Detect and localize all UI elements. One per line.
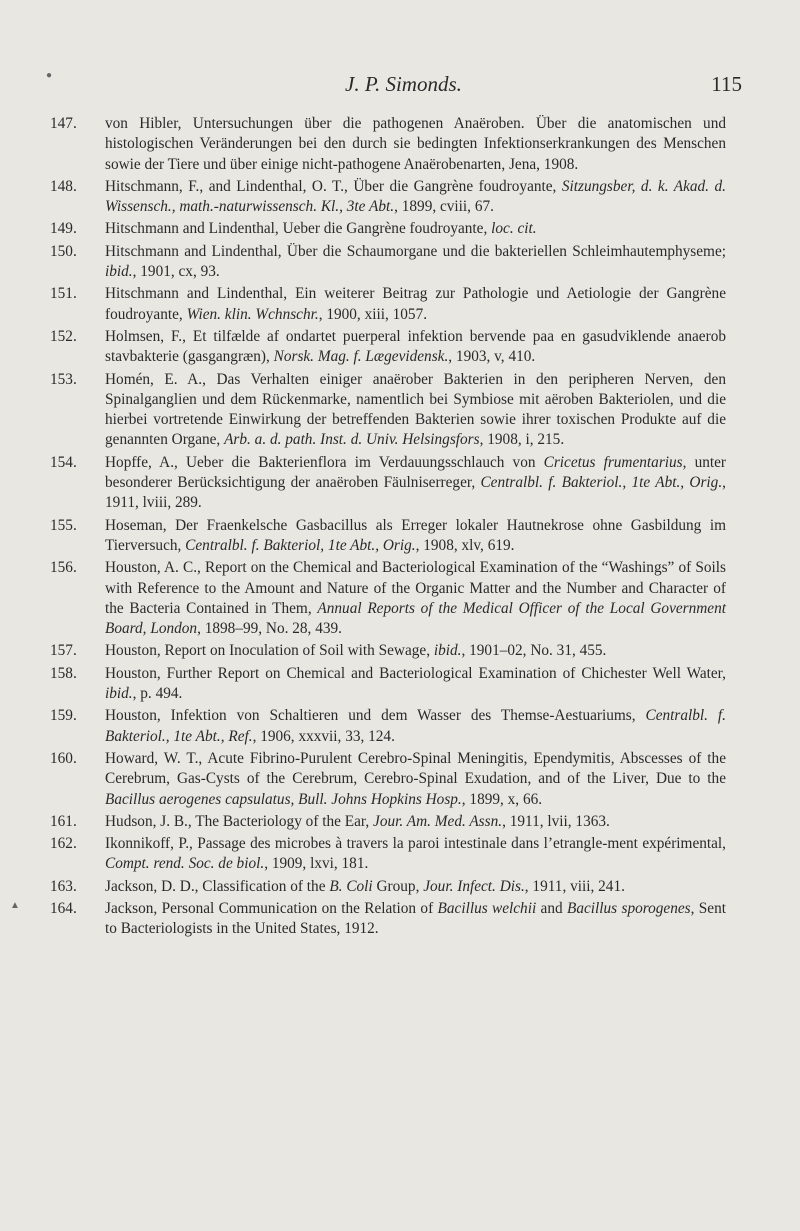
reference-text [105, 878, 625, 895]
reference-item [50, 114, 726, 175]
reference-italic-segment: ibid. [105, 685, 133, 703]
reference-number: 147. [50, 115, 77, 132]
reference-segment: Hitschmann and Lindenthal, Ein weiterer Beitrag zur Pathologie und Aetiologie der Gangrène foudroyante, [105, 285, 726, 323]
reference-number: 149. [50, 220, 77, 238]
running-title: J. P. Simonds. [345, 72, 462, 96]
reference-text [105, 642, 606, 659]
margin-caret: ▲ [10, 900, 20, 911]
reference-segment: , 1901, cx, 93. [132, 263, 220, 281]
reference-item [50, 834, 726, 875]
reference-italic-segment: Centralbl. f. Bakteriol., 1te Abt., Orig. [480, 474, 723, 492]
reference-italic-segment: Annual Reports of the Medical Officer of the Local Government Board, London [105, 599, 726, 638]
reference-italic-segment: Jour. Am. Med. Assn. [373, 812, 503, 830]
reference-number: 153. [50, 370, 77, 388]
reference-italic-segment: Bacillus aerogenes capsulatus, Bull. Johns Hopkins Hosp. [105, 790, 462, 808]
reference-italic-segment: Cricetus frumentarius [543, 453, 683, 471]
reference-segment: Hitschmann, F., and Lindenthal, O. T., Über die Gangrène foudroyante, [105, 177, 562, 195]
reference-segment: Homén, E. A., Das Verhalten einiger anaërober Bakterien in den peripheren Nerven, den Spinalganglien und dem Rückenmarke, namentlich bei Symbiose mit aëroben Bakteriolen, und die hierbei vortretende Einwirkung der betreffenden Bakterien sowie ihrer toxischen Produkte auf die genannten Organe, [105, 370, 726, 449]
reference-segment: Houston, Infektion von Schaltieren und dem Wasser des Themse-Aestuariums, [105, 707, 646, 725]
reference-text [105, 559, 726, 637]
reference-item [50, 706, 726, 747]
reference-item [50, 877, 726, 897]
reference-text [105, 517, 726, 554]
reference-segment: Howard, W. T., Acute Fibrino-Purulent Cerebro-Spinal Meningitis, Ependymitis, Abscesses of the Cerebrum, Gas-Cysts of the Cerebrum, Cerebro-Spinal Exudation, and of the Liver, Due to the [105, 749, 726, 788]
reference-segment: Houston, Report on Inoculation of Soil with Sewage, [105, 642, 434, 660]
reference-segment: Hoseman, Der Fraenkelsche Gasbacillus als Erreger lokaler Hautnekrose ohne Gasbildung im Tierversuch, [105, 516, 726, 554]
reference-segment: , 1909, lxvi, 181. [264, 855, 369, 873]
reference-segment: , 1900, xiii, 1057. [318, 305, 428, 323]
reference-segment: Jackson, Personal Communication on the Relation of [105, 899, 438, 917]
reference-italic-segment: Jour. Infect. Dis. [423, 877, 525, 895]
reference-text [105, 900, 726, 937]
reference-italic-segment: Compt. rend. Soc. de biol. [105, 855, 265, 873]
reference-item [50, 327, 726, 368]
reference-item [50, 370, 726, 451]
reference-text [105, 243, 726, 280]
reference-number: 150. [50, 242, 77, 260]
reference-segment: , 1899, cviii, 67. [394, 198, 494, 216]
reference-number: 160. [50, 749, 77, 767]
reference-number: 162. [50, 835, 77, 853]
reference-italic-segment: ibid. [105, 263, 133, 281]
reference-italic-segment: Centralbl. f. Bakteriol, 1te Abt., Orig. [185, 536, 416, 554]
reference-item [50, 242, 726, 283]
reference-text [105, 750, 726, 808]
reference-segment: , 1911, viii, 241. [524, 877, 625, 895]
reference-segment: Hudson, J. B., The Bacteriology of the Ear, [105, 812, 374, 830]
reference-number: 156. [50, 559, 77, 577]
reference-number: 158. [50, 664, 77, 682]
reference-item [50, 219, 726, 239]
reference-number: 163. [50, 877, 77, 895]
reference-text [105, 115, 726, 173]
reference-number: 154. [50, 453, 77, 471]
page-number: 115 [711, 72, 742, 96]
reference-item [50, 177, 726, 218]
reference-segment: Houston, A. C., Report on the Chemical and Bacteriological Examination of the “Washings” of Soils with Reference to the Amount and Nature of the Organic Matter and the Number and Character of the Bacteria Contained in Them, [105, 559, 726, 617]
reference-segment: Jackson, D. D., Classification of the [105, 877, 330, 895]
margin-dot: ● [46, 70, 53, 81]
reference-segment: , 1898–99, No. 28, 439. [197, 620, 342, 638]
reference-segment: , 1908, i, 215. [479, 431, 565, 449]
reference-italic-segment: ibid. [433, 642, 462, 660]
reference-text [105, 220, 537, 237]
reference-text [105, 178, 726, 215]
reference-segment: and [536, 899, 567, 917]
reference-segment: , 1899, x, 66. [461, 790, 543, 808]
reference-text [105, 707, 726, 744]
reference-number: 148. [50, 177, 77, 195]
reference-italic-segment: Wien. klin. Wchnschr. [186, 305, 319, 323]
reference-italic-segment: Norsk. Mag. f. Lægevidensk. [273, 348, 449, 366]
reference-segment: , 1906, xxxvii, 33, 124. [252, 727, 395, 745]
reference-segment: Holmsen, F., Et tilfælde af ondartet puerperal infektion bervende paa en gasudviklende anaerob stavbakterie (gasgangræn), [105, 327, 726, 366]
reference-number: 152. [50, 327, 77, 345]
reference-segment: , Sent to Bacteriologists in the United States, 1912. [105, 899, 726, 938]
reference-list [50, 114, 726, 942]
reference-text [105, 813, 610, 830]
reference-segment: , 1911, lvii, 1363. [502, 812, 610, 830]
reference-text [105, 835, 726, 872]
reference-italic-segment: Sitzungsber, d. k. Akad. d. Wissensch., math.-naturwissensch. Kl., 3te Abt. [105, 177, 726, 216]
reference-number: 157. [50, 642, 77, 660]
reference-segment: Hitschmann and Lindenthal, Über die Schaumorgane und die bakteriellen Schleimhautemphyseme; [105, 242, 726, 260]
reference-item [50, 558, 726, 639]
reference-item [50, 453, 726, 514]
reference-item [50, 812, 726, 832]
reference-segment: Houston, Further Report on Chemical and Bacteriological Examination of Chichester Well Water, [105, 664, 726, 682]
reference-item [50, 749, 726, 810]
reference-item [50, 516, 726, 557]
reference-segment: , 1903, v, 410. [448, 348, 536, 366]
reference-segment: , unter besonderer Berücksichtigung der anaëroben Fäulniserreger, [105, 453, 726, 492]
reference-item [50, 899, 726, 940]
reference-segment: , 1901–02, No. 31, 455. [461, 642, 607, 660]
reference-number: 161. [50, 812, 77, 830]
page-header [0, 72, 800, 102]
reference-item [50, 641, 726, 661]
reference-text [105, 665, 726, 702]
reference-number: 159. [50, 707, 77, 725]
reference-segment: Ikonnikoff, P., Passage des microbes à travers la paroi intestinale dans l’etrangle-ment expérimental, [105, 835, 726, 853]
reference-segment: , p. 494. [132, 685, 183, 703]
reference-segment: von Hibler, Untersuchungen über die pathogenen Anaëroben. Über die anatomischen und histologischen Veränderungen bei den durch sie bedingten Infektionserkrankungen des Menschen sowie der Tiere und über einige nicht-pathogene Anaërobenarten, Jena, 1908. [105, 115, 726, 173]
reference-number: 151. [50, 285, 77, 303]
reference-italic-segment: Arb. a. d. path. Inst. d. Univ. Helsingsfors [224, 431, 480, 449]
reference-text [105, 328, 726, 365]
reference-segment: , 1911, lviii, 289. [105, 474, 726, 512]
reference-segment: Hitschmann and Lindenthal, Ueber die Gangrène foudroyante, [105, 220, 492, 238]
reference-segment: , 1908, xlv, 619. [415, 536, 515, 554]
reference-number: 155. [50, 516, 77, 534]
reference-segment: Group, [372, 877, 424, 895]
reference-text [105, 285, 726, 322]
reference-text [105, 454, 726, 512]
reference-italic-segment: B. Coli [329, 877, 373, 895]
reference-italic-segment: loc. cit. [491, 220, 537, 238]
reference-number: 164. [50, 899, 77, 917]
reference-italic-segment: Bacillus welchii [437, 899, 537, 917]
reference-text [105, 371, 726, 449]
reference-italic-segment: Bacillus sporogenes [567, 899, 691, 917]
reference-segment: Hopffe, A., Ueber die Bakterienflora im Verdauungsschlauch von [105, 453, 544, 471]
reference-item [50, 284, 726, 325]
reference-italic-segment: Centralbl. f. Bakteriol., 1te Abt., Ref. [105, 707, 726, 745]
reference-item [50, 664, 726, 705]
